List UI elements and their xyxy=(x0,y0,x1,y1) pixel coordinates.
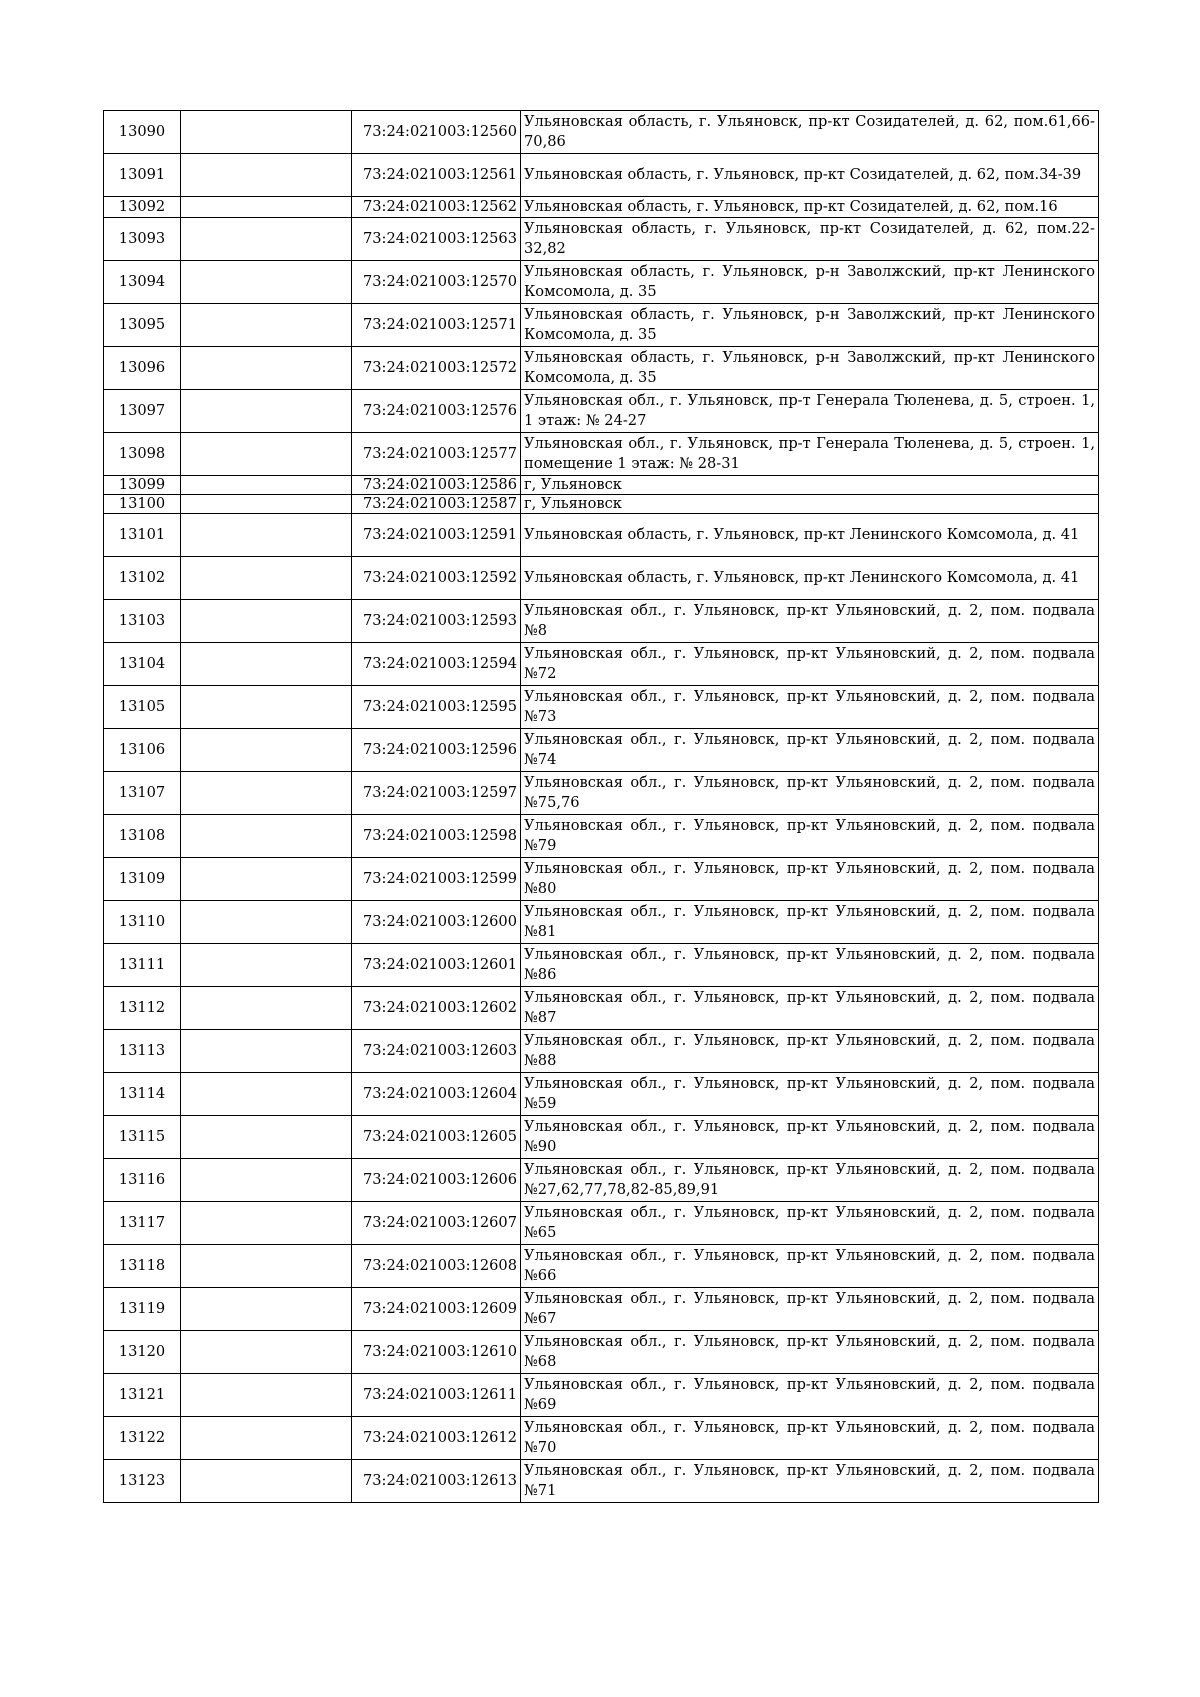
address-cell: Ульяновская обл., г. Ульяновск, пр-кт Ульяновский, д. 2, пом. подвала №80 xyxy=(521,858,1099,901)
empty-cell xyxy=(181,390,352,433)
empty-cell xyxy=(181,433,352,476)
document-page xyxy=(103,110,1099,1503)
row-number-cell: 13111 xyxy=(104,944,181,987)
table-row xyxy=(104,197,1099,218)
address-cell: Ульяновская область, г. Ульяновск, р-н Заволжский, пр-кт Ленинского Комсомола, д. 35 xyxy=(521,304,1099,347)
address-cell: Ульяновская область, г. Ульяновск, пр-кт Созидателей, д. 62, пом.34-39 xyxy=(521,154,1099,197)
empty-cell xyxy=(181,1374,352,1417)
address-cell: Ульяновская обл., г. Ульяновск, пр-кт Ульяновский, д. 2, пом. подвала №81 xyxy=(521,901,1099,944)
address-cell: Ульяновская обл., г. Ульяновск, пр-кт Ульяновский, д. 2, пом. подвала №74 xyxy=(521,729,1099,772)
table-row xyxy=(104,987,1099,1030)
row-number-cell: 13099 xyxy=(104,476,181,495)
cadastral-number-cell: 73:24:021003:12601 xyxy=(352,944,521,987)
empty-cell xyxy=(181,815,352,858)
address-cell: г, Ульяновск xyxy=(521,495,1099,514)
table-row xyxy=(104,1030,1099,1073)
table-row xyxy=(104,686,1099,729)
row-number-cell: 13092 xyxy=(104,197,181,218)
cadastral-number-cell: 73:24:021003:12599 xyxy=(352,858,521,901)
row-number-cell: 13096 xyxy=(104,347,181,390)
row-number-cell: 13113 xyxy=(104,1030,181,1073)
empty-cell xyxy=(181,1202,352,1245)
row-number-cell: 13095 xyxy=(104,304,181,347)
cadastral-number-cell: 73:24:021003:12608 xyxy=(352,1245,521,1288)
table-row xyxy=(104,433,1099,476)
table-row xyxy=(104,557,1099,600)
address-cell: Ульяновская область, г. Ульяновск, р-н Заволжский, пр-кт Ленинского Комсомола, д. 35 xyxy=(521,261,1099,304)
cadastral-number-cell: 73:24:021003:12613 xyxy=(352,1460,521,1503)
row-number-cell: 13093 xyxy=(104,218,181,261)
empty-cell xyxy=(181,347,352,390)
address-cell: Ульяновская обл., г. Ульяновск, пр-кт Ульяновский, д. 2, пом. подвала №68 xyxy=(521,1331,1099,1374)
address-cell: Ульяновская обл., г. Ульяновск, пр-т Генерала Тюленева, д. 5, строен. 1, 1 этаж: № 24-27 xyxy=(521,390,1099,433)
row-number-cell: 13103 xyxy=(104,600,181,643)
table-row xyxy=(104,600,1099,643)
cadastral-number-cell: 73:24:021003:12571 xyxy=(352,304,521,347)
address-cell: Ульяновская обл., г. Ульяновск, пр-кт Ульяновский, д. 2, пом. подвала №70 xyxy=(521,1417,1099,1460)
cadastral-number-cell: 73:24:021003:12610 xyxy=(352,1331,521,1374)
table-row xyxy=(104,304,1099,347)
cadastral-number-cell: 73:24:021003:12603 xyxy=(352,1030,521,1073)
address-cell: Ульяновская область, г. Ульяновск, пр-кт Ленинского Комсомола, д. 41 xyxy=(521,514,1099,557)
address-cell: Ульяновская обл., г. Ульяновск, пр-кт Ульяновский, д. 2, пом. подвала №65 xyxy=(521,1202,1099,1245)
empty-cell xyxy=(181,1116,352,1159)
empty-cell xyxy=(181,495,352,514)
cadastral-number-cell: 73:24:021003:12576 xyxy=(352,390,521,433)
row-number-cell: 13118 xyxy=(104,1245,181,1288)
cadastral-number-cell: 73:24:021003:12572 xyxy=(352,347,521,390)
cadastral-number-cell: 73:24:021003:12591 xyxy=(352,514,521,557)
cadastral-number-cell: 73:24:021003:12600 xyxy=(352,901,521,944)
table-row xyxy=(104,390,1099,433)
table-row xyxy=(104,1288,1099,1331)
address-cell: Ульяновская область, г. Ульяновск, пр-кт Ленинского Комсомола, д. 41 xyxy=(521,557,1099,600)
row-number-cell: 13098 xyxy=(104,433,181,476)
row-number-cell: 13123 xyxy=(104,1460,181,1503)
row-number-cell: 13116 xyxy=(104,1159,181,1202)
cadastral-number-cell: 73:24:021003:12570 xyxy=(352,261,521,304)
row-number-cell: 13121 xyxy=(104,1374,181,1417)
table-row xyxy=(104,1073,1099,1116)
table-row xyxy=(104,815,1099,858)
table-row xyxy=(104,1245,1099,1288)
empty-cell xyxy=(181,304,352,347)
empty-cell xyxy=(181,154,352,197)
empty-cell xyxy=(181,1159,352,1202)
row-number-cell: 13122 xyxy=(104,1417,181,1460)
cadastral-number-cell: 73:24:021003:12612 xyxy=(352,1417,521,1460)
empty-cell xyxy=(181,1417,352,1460)
cadastral-number-cell: 73:24:021003:12592 xyxy=(352,557,521,600)
address-cell: Ульяновская обл., г. Ульяновск, пр-кт Ульяновский, д. 2, пом. подвала №90 xyxy=(521,1116,1099,1159)
address-cell: г, Ульяновск xyxy=(521,476,1099,495)
empty-cell xyxy=(181,987,352,1030)
address-cell: Ульяновская обл., г. Ульяновск, пр-кт Ульяновский, д. 2, пом. подвала №79 xyxy=(521,815,1099,858)
empty-cell xyxy=(181,218,352,261)
table-row xyxy=(104,261,1099,304)
table-row xyxy=(104,218,1099,261)
empty-cell xyxy=(181,261,352,304)
registry-table-body xyxy=(104,111,1099,1503)
table-row xyxy=(104,643,1099,686)
cadastral-number-cell: 73:24:021003:12561 xyxy=(352,154,521,197)
row-number-cell: 13101 xyxy=(104,514,181,557)
address-cell: Ульяновская обл., г. Ульяновск, пр-кт Ульяновский, д. 2, пом. подвала №66 xyxy=(521,1245,1099,1288)
address-cell: Ульяновская обл., г. Ульяновск, пр-кт Ульяновский, д. 2, пом. подвала №75,76 xyxy=(521,772,1099,815)
row-number-cell: 13117 xyxy=(104,1202,181,1245)
row-number-cell: 13114 xyxy=(104,1073,181,1116)
empty-cell xyxy=(181,686,352,729)
empty-cell xyxy=(181,772,352,815)
row-number-cell: 13090 xyxy=(104,111,181,154)
cadastral-number-cell: 73:24:021003:12560 xyxy=(352,111,521,154)
cadastral-number-cell: 73:24:021003:12586 xyxy=(352,476,521,495)
table-row xyxy=(104,858,1099,901)
address-cell: Ульяновская обл., г. Ульяновск, пр-кт Ульяновский, д. 2, пом. подвала №88 xyxy=(521,1030,1099,1073)
empty-cell xyxy=(181,1245,352,1288)
empty-cell xyxy=(181,1331,352,1374)
empty-cell xyxy=(181,1288,352,1331)
cadastral-number-cell: 73:24:021003:12607 xyxy=(352,1202,521,1245)
empty-cell xyxy=(181,643,352,686)
cadastral-number-cell: 73:24:021003:12597 xyxy=(352,772,521,815)
row-number-cell: 13107 xyxy=(104,772,181,815)
cadastral-number-cell: 73:24:021003:12604 xyxy=(352,1073,521,1116)
table-row xyxy=(104,495,1099,514)
row-number-cell: 13105 xyxy=(104,686,181,729)
empty-cell xyxy=(181,111,352,154)
row-number-cell: 13112 xyxy=(104,987,181,1030)
address-cell: Ульяновская область, г. Ульяновск, пр-кт Созидателей, д. 62, пом.16 xyxy=(521,197,1099,218)
empty-cell xyxy=(181,557,352,600)
cadastral-number-cell: 73:24:021003:12577 xyxy=(352,433,521,476)
address-cell: Ульяновская область, г. Ульяновск, р-н Заволжский, пр-кт Ленинского Комсомола, д. 35 xyxy=(521,347,1099,390)
cadastral-number-cell: 73:24:021003:12611 xyxy=(352,1374,521,1417)
address-cell: Ульяновская обл., г. Ульяновск, пр-кт Ульяновский, д. 2, пом. подвала №71 xyxy=(521,1460,1099,1503)
cadastral-number-cell: 73:24:021003:12605 xyxy=(352,1116,521,1159)
cadastral-number-cell: 73:24:021003:12595 xyxy=(352,686,521,729)
table-row xyxy=(104,944,1099,987)
table-row xyxy=(104,772,1099,815)
address-cell: Ульяновская обл., г. Ульяновск, пр-кт Ульяновский, д. 2, пом. подвала №27,62,77,78,82-85,89,91 xyxy=(521,1159,1099,1202)
empty-cell xyxy=(181,600,352,643)
row-number-cell: 13097 xyxy=(104,390,181,433)
table-row xyxy=(104,729,1099,772)
row-number-cell: 13102 xyxy=(104,557,181,600)
table-row xyxy=(104,476,1099,495)
address-cell: Ульяновская обл., г. Ульяновск, пр-кт Ульяновский, д. 2, пом. подвала №69 xyxy=(521,1374,1099,1417)
cadastral-number-cell: 73:24:021003:12606 xyxy=(352,1159,521,1202)
cadastral-number-cell: 73:24:021003:12598 xyxy=(352,815,521,858)
empty-cell xyxy=(181,197,352,218)
table-row xyxy=(104,1116,1099,1159)
empty-cell xyxy=(181,1460,352,1503)
empty-cell xyxy=(181,476,352,495)
table-row xyxy=(104,1417,1099,1460)
row-number-cell: 13106 xyxy=(104,729,181,772)
cadastral-number-cell: 73:24:021003:12587 xyxy=(352,495,521,514)
row-number-cell: 13110 xyxy=(104,901,181,944)
row-number-cell: 13104 xyxy=(104,643,181,686)
cadastral-number-cell: 73:24:021003:12563 xyxy=(352,218,521,261)
address-cell: Ульяновская обл., г. Ульяновск, пр-кт Ульяновский, д. 2, пом. подвала №59 xyxy=(521,1073,1099,1116)
address-cell: Ульяновская обл., г. Ульяновск, пр-кт Ульяновский, д. 2, пом. подвала №73 xyxy=(521,686,1099,729)
row-number-cell: 13100 xyxy=(104,495,181,514)
table-row xyxy=(104,154,1099,197)
empty-cell xyxy=(181,1030,352,1073)
cadastral-number-cell: 73:24:021003:12594 xyxy=(352,643,521,686)
cadastral-number-cell: 73:24:021003:12593 xyxy=(352,600,521,643)
address-cell: Ульяновская обл., г. Ульяновск, пр-кт Ульяновский, д. 2, пом. подвала №72 xyxy=(521,643,1099,686)
table-row xyxy=(104,901,1099,944)
table-row xyxy=(104,1460,1099,1503)
empty-cell xyxy=(181,901,352,944)
registry-table xyxy=(103,110,1099,1503)
row-number-cell: 13119 xyxy=(104,1288,181,1331)
table-row xyxy=(104,1331,1099,1374)
row-number-cell: 13115 xyxy=(104,1116,181,1159)
table-row xyxy=(104,1202,1099,1245)
table-row xyxy=(104,347,1099,390)
address-cell: Ульяновская обл., г. Ульяновск, пр-кт Ульяновский, д. 2, пом. подвала №8 xyxy=(521,600,1099,643)
empty-cell xyxy=(181,944,352,987)
address-cell: Ульяновская обл., г. Ульяновск, пр-кт Ульяновский, д. 2, пом. подвала №86 xyxy=(521,944,1099,987)
cadastral-number-cell: 73:24:021003:12609 xyxy=(352,1288,521,1331)
table-row xyxy=(104,1159,1099,1202)
address-cell: Ульяновская область, г. Ульяновск, пр-кт Созидателей, д. 62, пом.22-32,82 xyxy=(521,218,1099,261)
cadastral-number-cell: 73:24:021003:12602 xyxy=(352,987,521,1030)
table-row xyxy=(104,1374,1099,1417)
empty-cell xyxy=(181,1073,352,1116)
address-cell: Ульяновская область, г. Ульяновск, пр-кт Созидателей, д. 62, пом.61,66-70,86 xyxy=(521,111,1099,154)
row-number-cell: 13109 xyxy=(104,858,181,901)
empty-cell xyxy=(181,729,352,772)
address-cell: Ульяновская обл., г. Ульяновск, пр-кт Ульяновский, д. 2, пом. подвала №87 xyxy=(521,987,1099,1030)
row-number-cell: 13108 xyxy=(104,815,181,858)
table-row xyxy=(104,514,1099,557)
empty-cell xyxy=(181,858,352,901)
row-number-cell: 13120 xyxy=(104,1331,181,1374)
cadastral-number-cell: 73:24:021003:12562 xyxy=(352,197,521,218)
table-row xyxy=(104,111,1099,154)
empty-cell xyxy=(181,514,352,557)
address-cell: Ульяновская обл., г. Ульяновск, пр-т Генерала Тюленева, д. 5, строен. 1, помещение 1 этаж: № 28-31 xyxy=(521,433,1099,476)
row-number-cell: 13094 xyxy=(104,261,181,304)
cadastral-number-cell: 73:24:021003:12596 xyxy=(352,729,521,772)
row-number-cell: 13091 xyxy=(104,154,181,197)
address-cell: Ульяновская обл., г. Ульяновск, пр-кт Ульяновский, д. 2, пом. подвала №67 xyxy=(521,1288,1099,1331)
